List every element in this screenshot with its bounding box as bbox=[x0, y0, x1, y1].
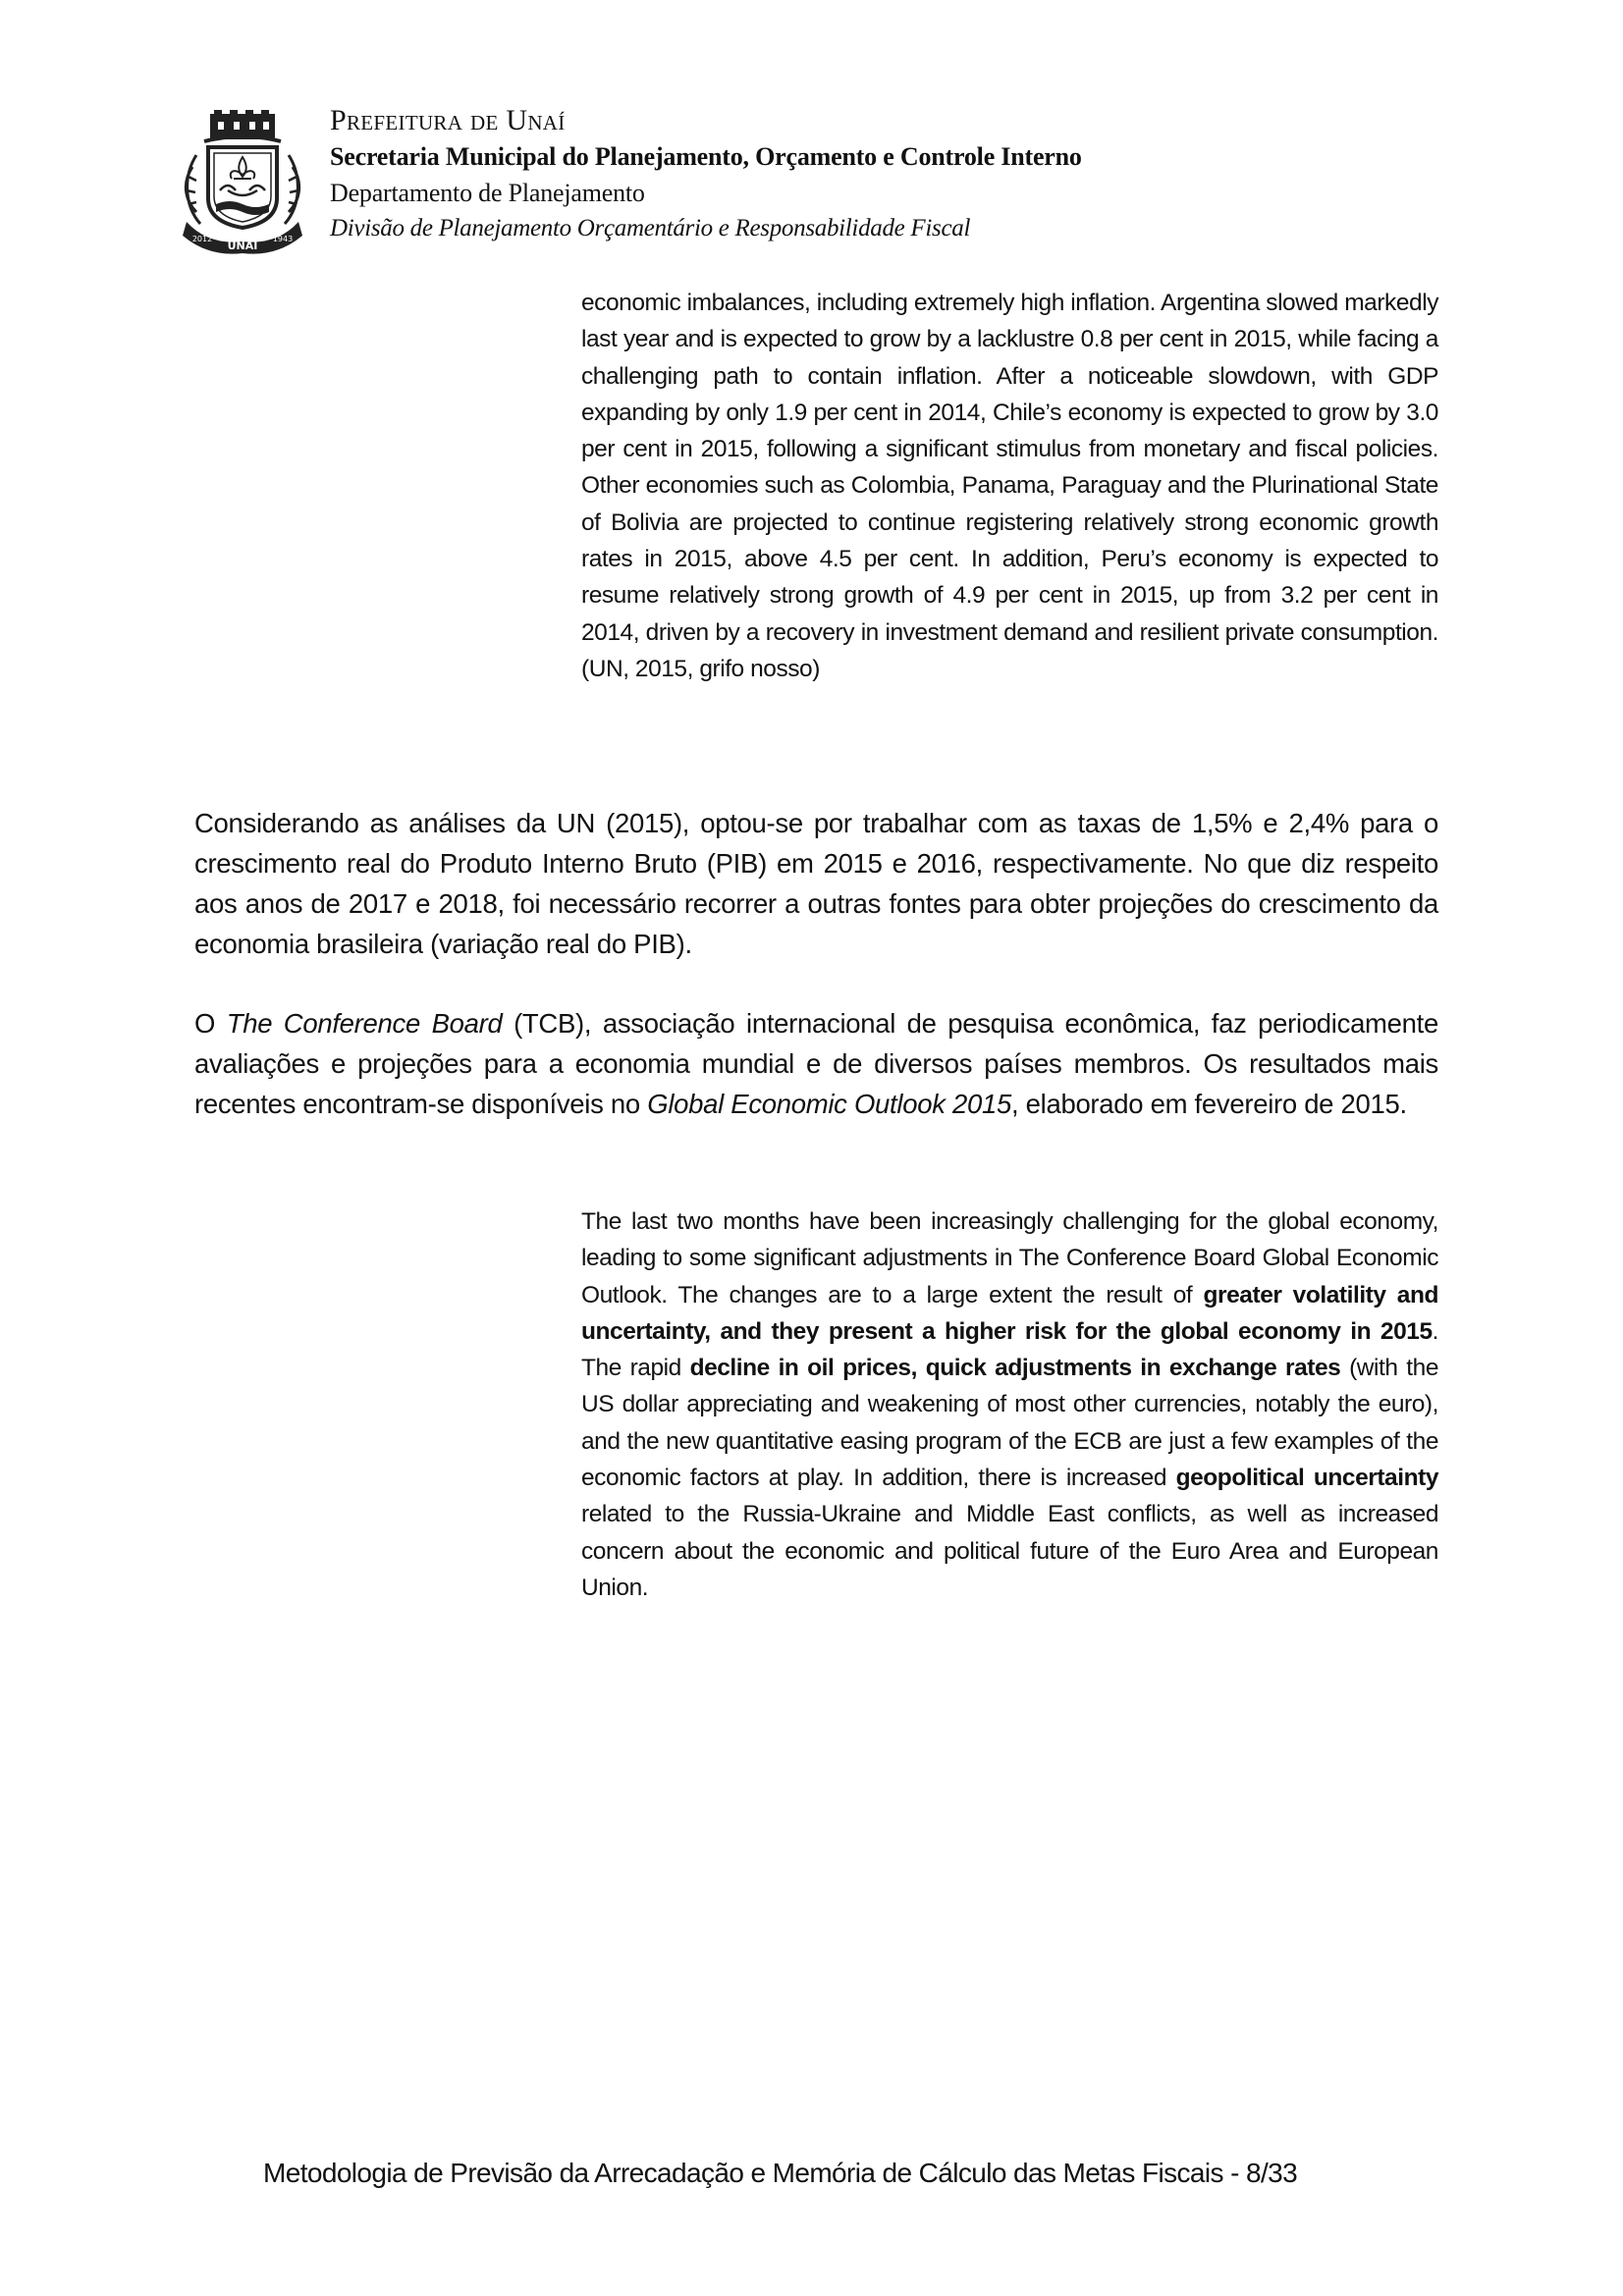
quote-emphasis: greater volatility and uncertainty, and they present a higher risk for the global economy in 2015 bbox=[581, 1281, 1438, 1345]
footer-page-total: 33 bbox=[1268, 2158, 1298, 2188]
department-name: Departamento de Planejamento bbox=[330, 179, 645, 207]
emblem-banner-text: UNAÍ bbox=[227, 240, 258, 252]
footer-document-title: Metodologia de Previsão da Arrecadação e Memória de Cálculo das Metas Fiscais bbox=[263, 2158, 1223, 2188]
block-quote-un bbox=[581, 285, 1438, 687]
paragraph-un-analysis: Considerando as análises da UN (2015), optou-se por trabalhar com as taxas de 1,5% e 2,4% para o crescimento real do Produto Interno Bruto (PIB) em 2015 e 2016, respectivamente. No que diz respeito aos anos de 2017 e 2018, foi necessário recorrer a outras fontes para obter projeções do crescimento da economia brasileira (variação real do PIB). bbox=[194, 808, 1438, 959]
footer-separator: - bbox=[1222, 2158, 1246, 2188]
coat-of-arms-icon bbox=[179, 108, 306, 255]
quote-segment: . The rapid bbox=[581, 1317, 1438, 1382]
emblem-year-right: 1943 bbox=[272, 235, 294, 243]
quote-segment: related to the Russia-Ukraine and Middle East conflicts, as well as increased concern about the economic and political future of the Euro Area and European Union. bbox=[581, 1501, 1438, 1601]
org-name: Prefeitura de Unaí bbox=[330, 104, 566, 136]
paragraph-conference-board bbox=[194, 1003, 1438, 1124]
footer-page-number: 8 bbox=[1245, 2158, 1261, 2188]
para-text: O bbox=[194, 1008, 227, 1039]
quote-emphasis: geopolitical uncertainty bbox=[1175, 1465, 1438, 1492]
secretariat-name: Secretaria Municipal do Planejamento, Orçamento e Controle Interno bbox=[330, 142, 1082, 171]
quote-segment: (with the US dollar appreciating and weakening of most other currencies, notably the euro), and the new quantitative easing program of the ECB are just a few examples of the economic factors at play. In addition, there is increased bbox=[581, 1355, 1438, 1492]
para-italic-publication: Global Economic Outlook 2015 bbox=[647, 1089, 1011, 1119]
para-text: (TCB), associação internacional de pesquisa econômica, faz periodicamente avaliações e projeções para a economia mundial e de diversos países membros. Os resultados mais recentes encontram-se disponíveis no bbox=[194, 1008, 1438, 1119]
page-footer: Metodologia de Previsão da Arrecadação e Memória de Cálculo das Metas Fiscais - 8/33 bbox=[263, 2158, 1298, 2188]
quote-text: economic imbalances, including extremely high inflation. Argentina slowed markedly last year and is expected to grow by a lacklustre 0.8 per cent in 2015, while facing a challenging path to contain inflation. After a noticeable slowdown, with GDP expanding by only 1.9 per cent in 2014, Chile’s economy is expected to grow by 3.0 per cent in 2015, following a significant stimulus from monetary and fiscal policies. Other economies such as Colombia, Panama, Paraguay and the Plurinational State of Bolivia are projected to continue registering relatively strong economic growth rates in 2015, above 4.5 per cent. In addition, Peru’s economy is expected to resume relatively strong growth of 4.9 per cent in 2015, up from 3.2 per cent in 2014, driven by a recovery in investment demand and resilient private consumption. (UN, 2015, grifo nosso) bbox=[581, 290, 1438, 682]
division-name: Divisão de Planejamento Orçamentário e Responsabilidade Fiscal bbox=[330, 215, 971, 241]
quote-text bbox=[581, 1203, 1438, 1606]
block-quote-tcb bbox=[581, 1203, 1438, 1606]
quote-segment: The last two months have been increasingly challenging for the global economy, leading to some significant adjustments in The Conference Board Global Economic Outlook. The changes are to a large extent the result of bbox=[581, 1208, 1438, 1308]
emblem-year-left: 2012 bbox=[191, 235, 213, 243]
quote-emphasis: decline in oil prices, quick adjustments in exchange rates bbox=[689, 1355, 1341, 1382]
para-text: , elaborado em fevereiro de 2015. bbox=[1010, 1089, 1407, 1119]
para-italic-org: The Conference Board bbox=[226, 1008, 503, 1039]
